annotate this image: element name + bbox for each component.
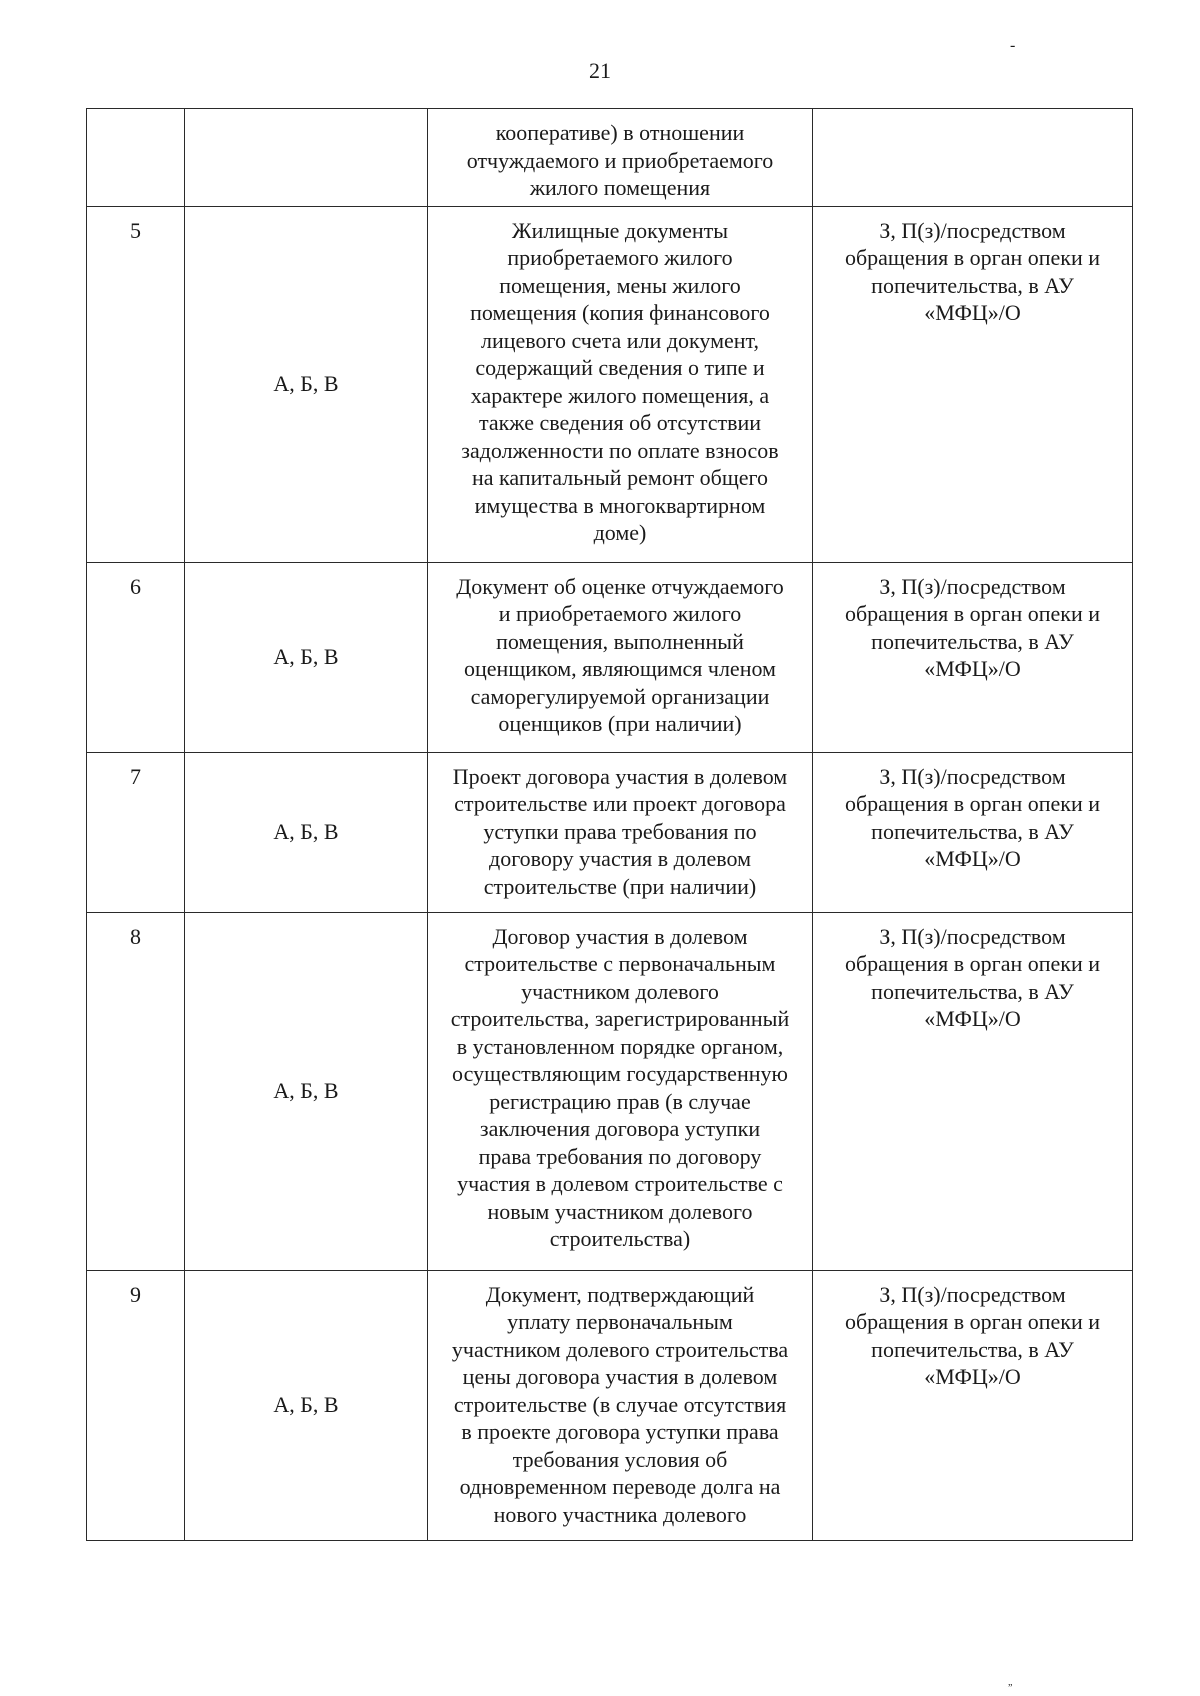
row-number: 7 <box>87 752 185 912</box>
row-method <box>813 752 1133 912</box>
corner-mark: - <box>1010 37 1016 54</box>
row-document-text: Жилищные документы приобретаемого жилого помещения, мены жилого помещения (копия финансового лицевого счета или документ, содержащий сведения о типе и характере жилого помещения, а также сведения об отсутствии задолженности по оплате взносов на капитальный ремонт общего имущества в многоквартирном доме) <box>461 217 779 545</box>
table-row <box>87 206 1133 562</box>
row-category: А, Б, В <box>185 206 428 562</box>
row-document <box>428 562 813 752</box>
table-row <box>87 562 1133 752</box>
row-number: 8 <box>87 912 185 1270</box>
row-method-text: З, П(з)/посредством обращения в орган опеки и попечительства, в АУ «МФЦ»/О <box>844 763 1101 871</box>
row-category <box>185 109 428 207</box>
row-number <box>87 109 185 207</box>
row-document-text: кооперативе) в отношении отчуждаемого и приобретаемого жилого помещения <box>466 120 774 200</box>
row-document <box>428 1270 813 1540</box>
row-method <box>813 912 1133 1270</box>
row-category: А, Б, В <box>185 912 428 1270</box>
documents-table <box>86 108 1133 1541</box>
row-number: 6 <box>87 562 185 752</box>
row-number: 9 <box>87 1270 185 1540</box>
row-document <box>428 109 813 207</box>
table-row <box>87 752 1133 912</box>
bottom-mark: „ <box>1008 1677 1013 1688</box>
row-document <box>428 752 813 912</box>
table-row <box>87 912 1133 1270</box>
page-number: 21 <box>589 58 611 83</box>
row-document-text: Документ, подтверждающий уплату первоначальным участником долевого строительства цены договора участия в долевом строительстве (в случае отсутствия в проекте договора уступки права требования условия об одновременном переводе долга на нового участника долевого <box>451 1281 789 1527</box>
row-category: А, Б, В <box>185 562 428 752</box>
row-document <box>428 206 813 562</box>
table-row <box>87 1270 1133 1540</box>
table-row <box>87 109 1133 207</box>
row-method-text: З, П(з)/посредством обращения в орган опеки и попечительства, в АУ «МФЦ»/О <box>844 217 1101 325</box>
row-document-text: Проект договора участия в долевом строительстве или проект договора уступки права требования по договору участия в долевом строительстве (при наличии) <box>452 763 788 899</box>
row-category: А, Б, В <box>185 1270 428 1540</box>
row-document <box>428 912 813 1270</box>
row-method <box>813 109 1133 207</box>
row-method <box>813 1270 1133 1540</box>
row-method-text: З, П(з)/посредством обращения в орган опеки и попечительства, в АУ «МФЦ»/О <box>844 923 1101 1031</box>
row-category: А, Б, В <box>185 752 428 912</box>
row-method-text: З, П(з)/посредством обращения в орган опеки и попечительства, в АУ «МФЦ»/О <box>844 1281 1101 1389</box>
row-method <box>813 562 1133 752</box>
row-number: 5 <box>87 206 185 562</box>
row-document-text: Договор участия в долевом строительстве с первоначальным участником долевого строительства, зарегистрированный в установленном порядке органом, осуществляющим государственную регистрацию прав (в случае заключения договора уступки права требования по договору участия в долевом строительстве с новым участником долевого строительства) <box>450 923 790 1251</box>
row-method <box>813 206 1133 562</box>
row-document-text: Документ об оценке отчуждаемого и приобретаемого жилого помещения, выполненный оценщиком, являющимся членом саморегулируемой организации оценщиков (при наличии) <box>456 573 784 736</box>
row-method-text: З, П(з)/посредством обращения в орган опеки и попечительства, в АУ «МФЦ»/О <box>844 573 1101 681</box>
